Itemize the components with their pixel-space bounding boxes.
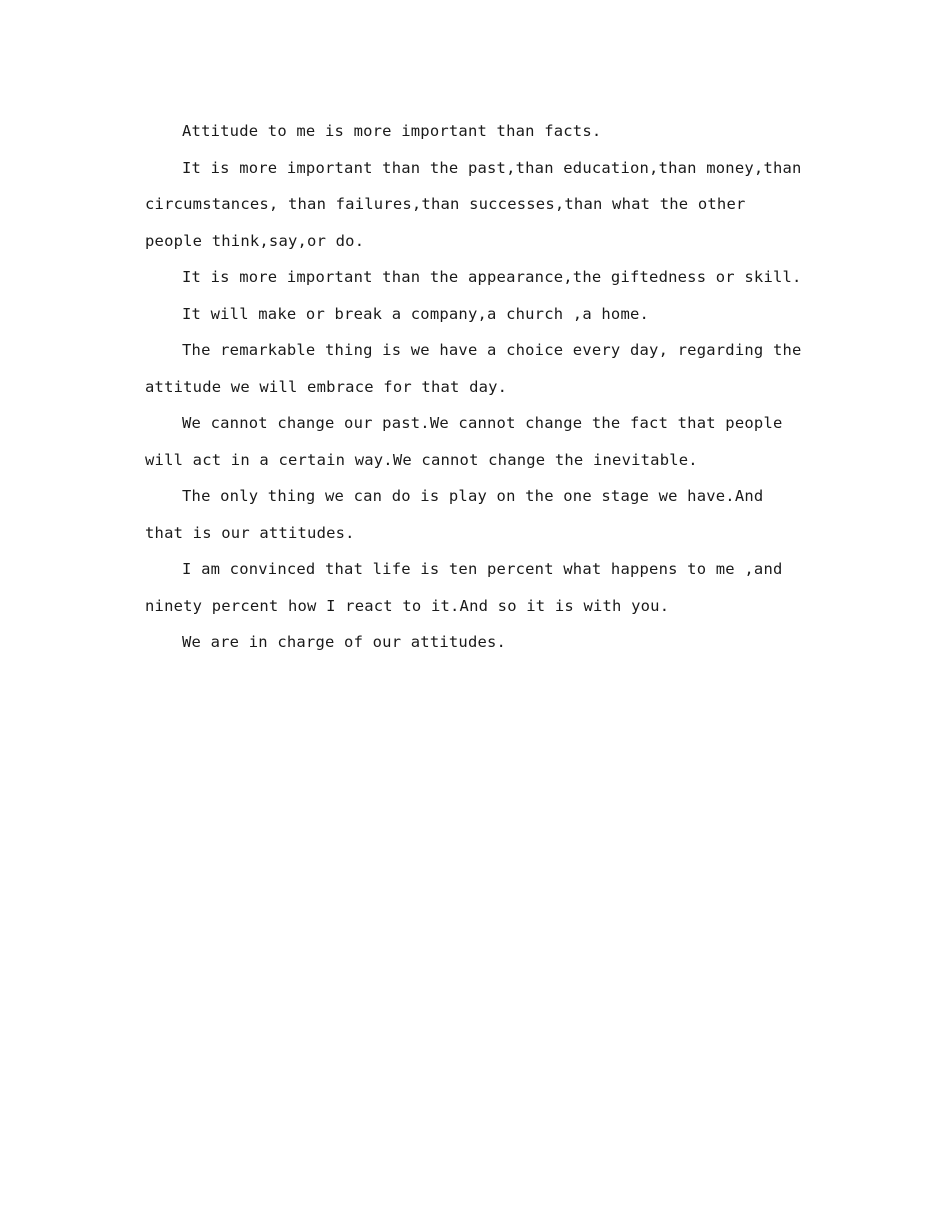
paragraph: We cannot change our past.We cannot change the fact that people will act in a certain way.We cannot change the inevitable. (145, 414, 783, 469)
paragraph: The only thing we can do is play on the one stage we have.And that is our attitudes. (145, 487, 764, 542)
paragraph: I am convinced that life is ten percent what happens to me ,and ninety percent how I react to it.And so it is with you. (145, 560, 783, 615)
document-body (145, 113, 805, 661)
paragraph: Attitude to me is more important than facts. (182, 122, 602, 140)
paragraph: It is more important than the appearance,the giftedness or skill. (182, 268, 802, 286)
paragraph: It will make or break a company,a church ,a home. (182, 304, 650, 323)
paragraph: It is more important than the past,than education,than money,than circumstances, than failures,than successes,than what the other people think,say,or do. (145, 158, 802, 250)
paragraph: We are in charge of our attitudes. (182, 633, 507, 651)
paragraph: The remarkable thing is we have a choice every day, regarding the attitude we will embrace for that day. (145, 341, 802, 396)
